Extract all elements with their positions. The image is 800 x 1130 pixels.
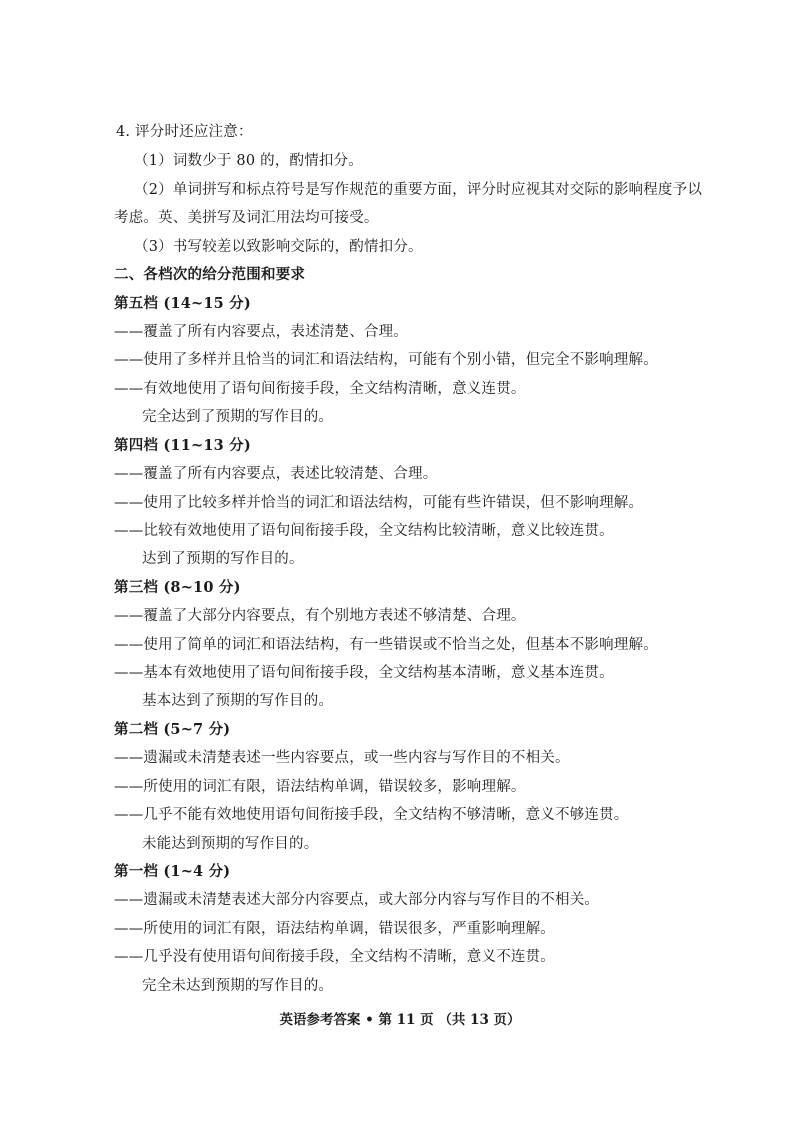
level-criterion: ——使用了比较多样并恰当的词汇和语法结构，可能有些许错误，但不影响理解。 xyxy=(114,495,644,511)
level-criterion: ——所使用的词汇有限，语法结构单调，错误较多，影响理解。 xyxy=(114,779,526,795)
level-title: 第一档 (1~4 分) xyxy=(114,863,231,880)
level-summary: 未能达到预期的写作目的。 xyxy=(142,836,319,852)
level-criterion: ——遗漏或未清楚表述一些内容要点，或一些内容与写作目的不相关。 xyxy=(114,750,570,766)
level-title: 第二档 (5~7 分) xyxy=(114,721,231,738)
note-item-2: （2）单词拼写和标点符号是写作规范的重要方面，评分时应视其对交际的影响程度予以 xyxy=(134,182,703,198)
notes-heading: 4. 评分时还应注意： xyxy=(116,124,253,140)
level-criterion: ——覆盖了所有内容要点，表述比较清楚、合理。 xyxy=(114,466,438,482)
level-criterion: ——覆盖了所有内容要点，表述清楚、合理。 xyxy=(114,324,408,340)
level-criterion: ——基本有效地使用了语句间衔接手段，全文结构基本清晰，意义基本连贯。 xyxy=(114,665,614,681)
level-criterion: ——几乎不能有效地使用语句间衔接手段，全文结构不够清晰，意义不够连贯。 xyxy=(114,807,629,823)
note-item-3: （3）书写较差以致影响交际的，酌情扣分。 xyxy=(134,239,423,255)
level-criterion: ——使用了简单的词汇和语法结构，有一些错误或不恰当之处，但基本不影响理解。 xyxy=(114,637,658,653)
level-criterion: ——所使用的词汇有限，语法结构单调，错误很多，严重影响理解。 xyxy=(114,921,555,937)
level-title: 第三档 (8~10 分) xyxy=(114,579,241,596)
note-item-2-continued: 考虑。英、美拼写及词汇用法均可接受。 xyxy=(114,210,379,226)
level-criterion: ——比较有效地使用了语句间衔接手段，全文结构比较清晰，意义比较连贯。 xyxy=(114,523,614,539)
level-criterion: ——使用了多样并且恰当的词汇和语法结构，可能有个别小错，但完全不影响理解。 xyxy=(114,352,658,368)
page-footer: 英语参考答案 • 第 11 页 （共 13 页） xyxy=(279,1012,521,1028)
level-summary: 完全未达到预期的写作目的。 xyxy=(142,978,334,994)
level-criterion: ——遗漏或未清楚表述大部分内容要点，或大部分内容与写作目的不相关。 xyxy=(114,892,600,908)
level-summary: 基本达到了预期的写作目的。 xyxy=(142,693,334,709)
level-title: 第四档 (11~13 分) xyxy=(114,437,251,454)
section-title: 二、各档次的给分范围和要求 xyxy=(114,266,306,283)
note-item-1: （1）词数少于 80 的，酌情扣分。 xyxy=(134,153,363,169)
level-summary: 达到了预期的写作目的。 xyxy=(142,551,304,567)
level-title: 第五档 (14~15 分) xyxy=(114,295,251,312)
level-criterion: ——覆盖了大部分内容要点，有个别地方表述不够清楚、合理。 xyxy=(114,608,526,624)
level-criterion: ——几乎没有使用语句间衔接手段，全文结构不清晰，意义不连贯。 xyxy=(114,949,555,965)
level-summary: 完全达到了预期的写作目的。 xyxy=(142,409,334,425)
level-criterion: ——有效地使用了语句间衔接手段，全文结构清晰，意义连贯。 xyxy=(114,381,526,397)
